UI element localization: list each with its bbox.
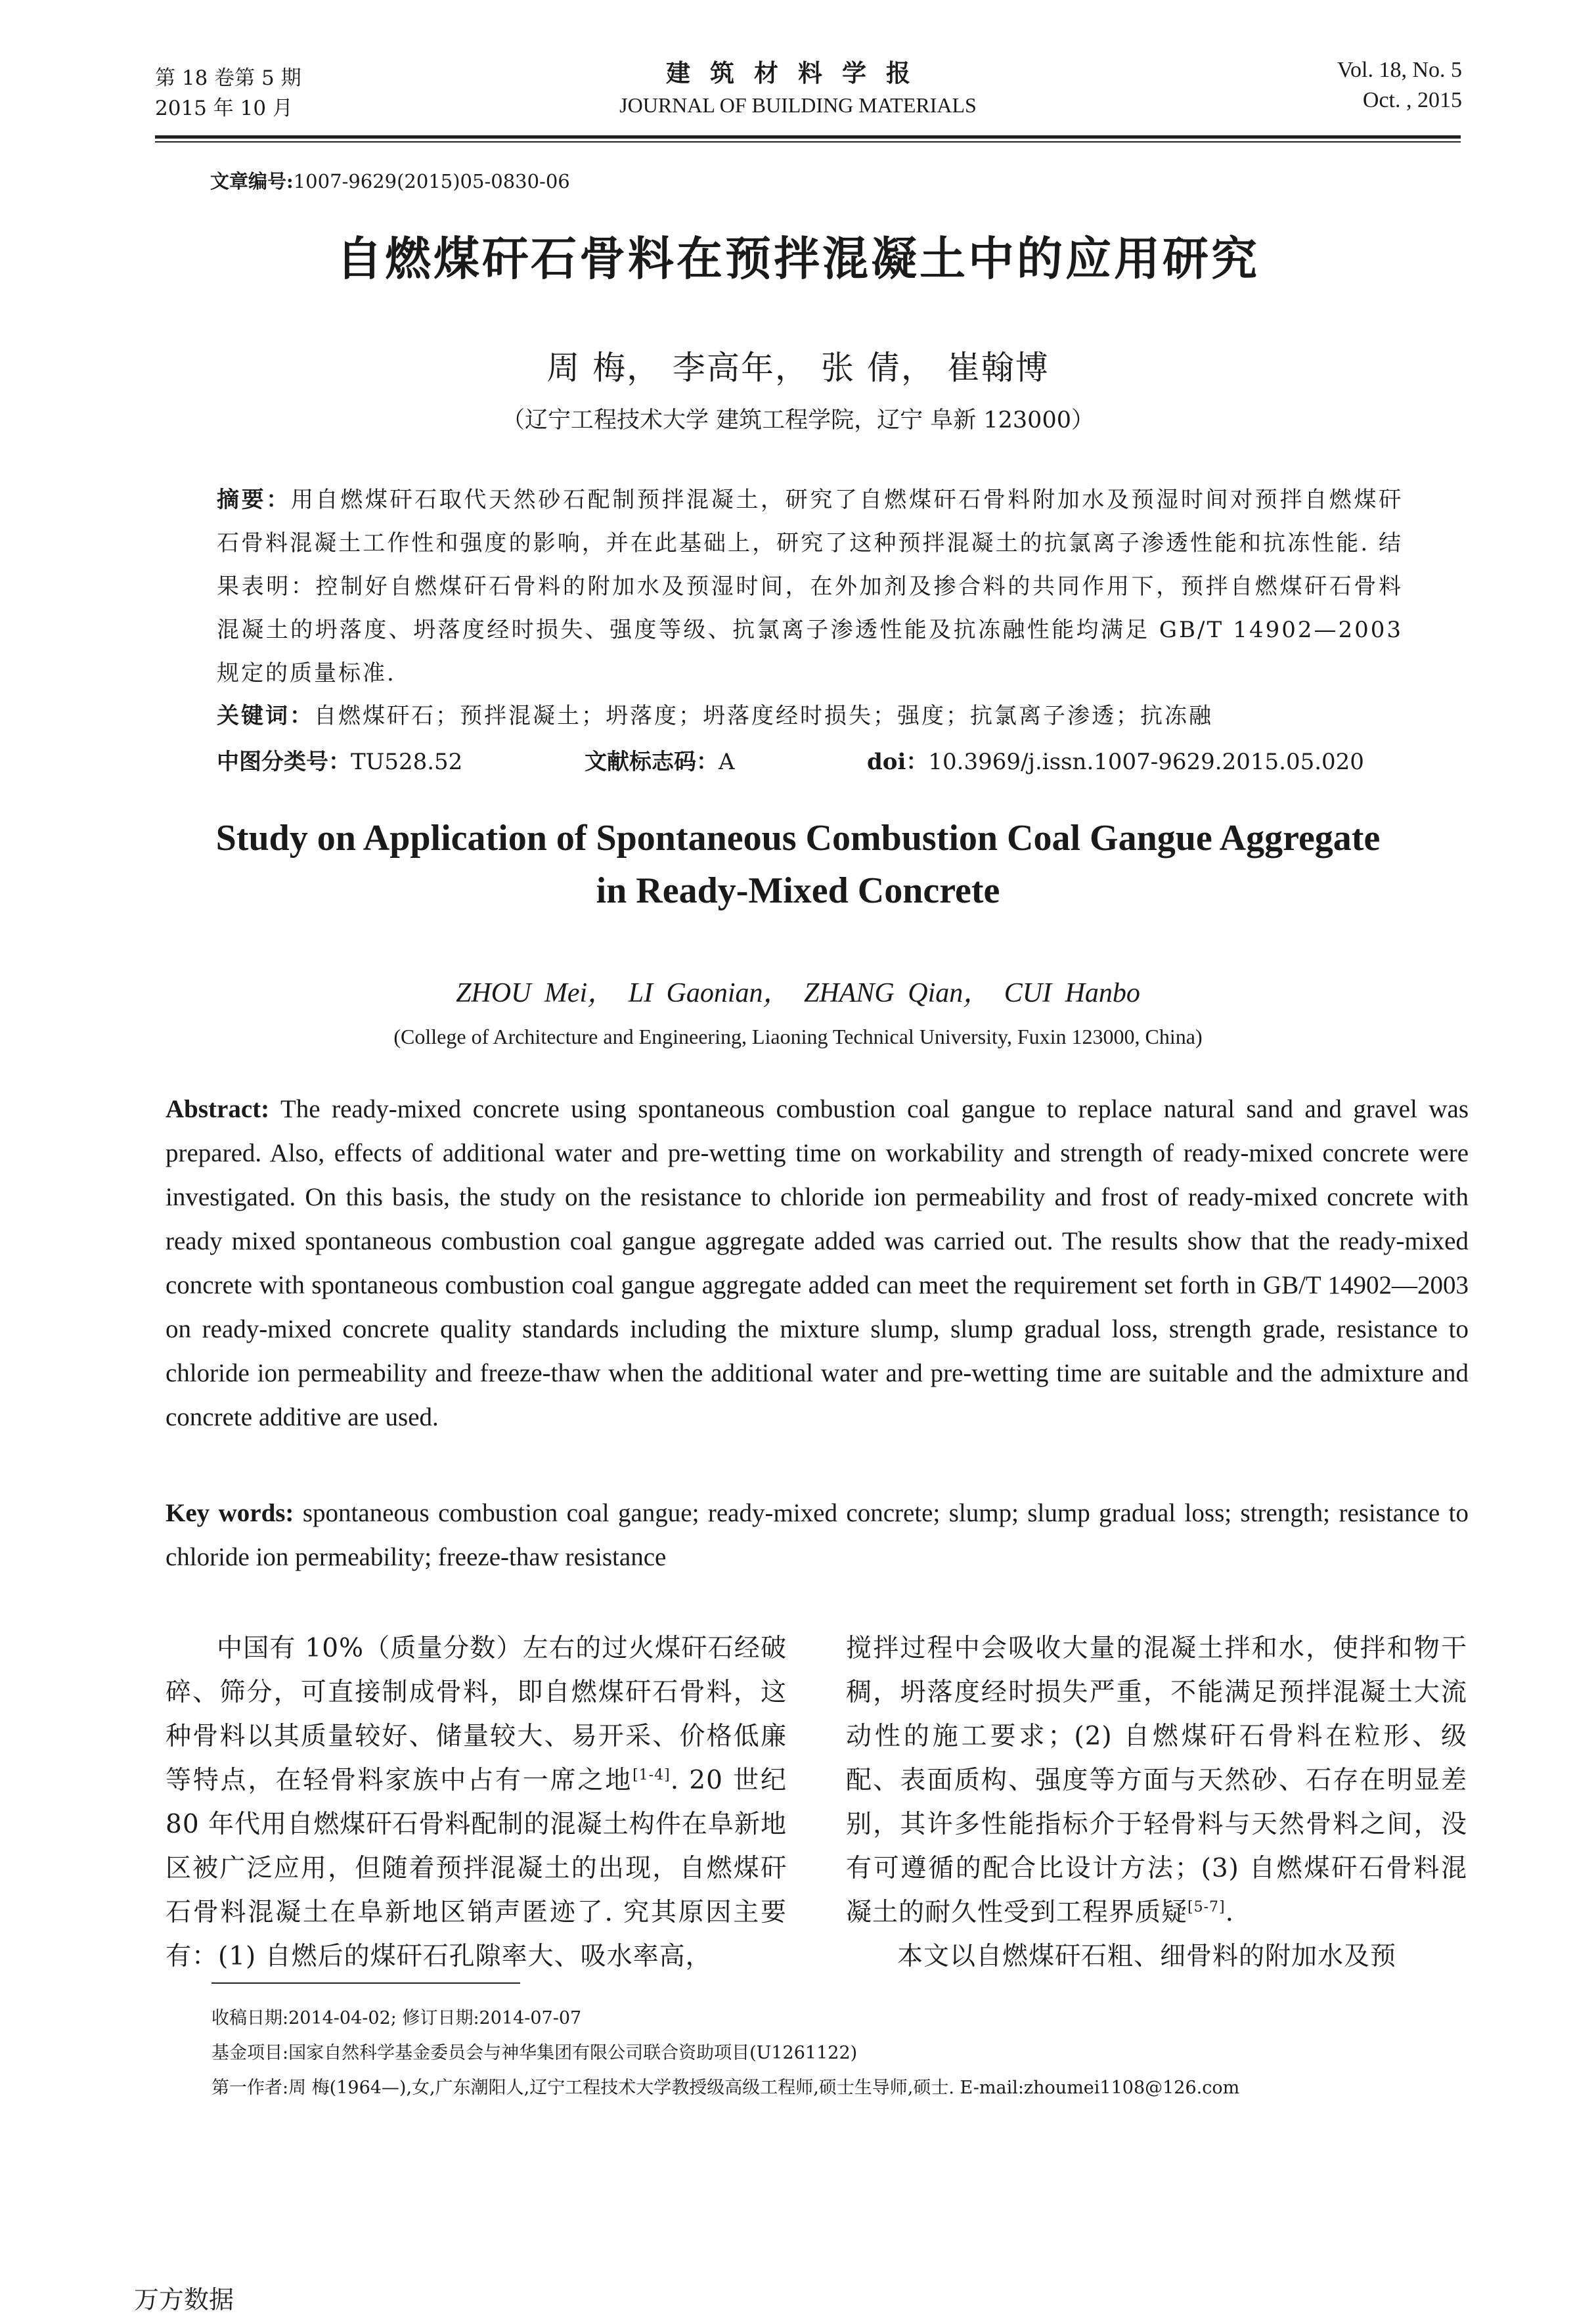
body-column-left xyxy=(166,1626,787,1978)
clc-value: TU528.52 xyxy=(351,749,463,775)
clc-label: 中图分类号： xyxy=(217,749,351,775)
article-number-value: 1007-9629(2015)05-0830-06 xyxy=(293,170,570,192)
footnote-funding: 基金项目:国家自然科学基金委员会与神华集团有限公司联合资助项目(U1261122) xyxy=(211,2043,858,2063)
body-text: . xyxy=(1225,1898,1235,1927)
keywords-en-text: spontaneous combustion coal gangue; ready-mixed concrete; slump; slump gradual loss; strength; resistance to chloride ion permeability; freeze-thaw resistance xyxy=(166,1499,1469,1571)
journal-name-en: JOURNAL OF BUILDING MATERIALS xyxy=(619,93,977,117)
journal-name-cn: 建筑材料学报 xyxy=(666,58,930,87)
paper-title-en-line1: Study on Application of Spontaneous Combustion Coal Gangue Aggregate xyxy=(215,818,1381,859)
footnote-rule xyxy=(211,1982,520,1984)
volume-info xyxy=(1337,55,1462,116)
citation: [1-4] xyxy=(632,1767,671,1783)
keywords-cn xyxy=(217,698,1403,730)
abstract-en-label: Abstract: xyxy=(166,1095,270,1123)
article-number-label: 文章编号: xyxy=(210,170,294,192)
watermark: 万方数据 xyxy=(134,2285,234,2314)
doi xyxy=(867,744,1364,776)
abstract-cn-label: 摘要： xyxy=(217,487,291,513)
keywords-en xyxy=(166,1491,1469,1579)
article-number xyxy=(210,167,570,194)
doi-value: 10.3969/j.issn.1007-9629.2015.05.020 xyxy=(928,749,1364,775)
body-text: 搅拌过程中会吸收大量的混凝土拌和水，使拌和物干稠，坍落度经时损失严重，不能满足预拌混凝土大流动性的施工要求；(2) 自燃煤矸石骨料在粒形、级配、表面质构、强度等方面与天然砂、石存在明显差别，其许多性能指标介于轻骨料与天然骨料之间，没有可遵循的配合比设计方法；(3) 自燃煤矸石骨料混凝土的耐久性受到工程界质疑 xyxy=(846,1634,1467,1927)
keywords-cn-label: 关键词： xyxy=(217,703,314,729)
affiliation-cn: （辽宁工程技术大学 建筑工程学院，辽宁 阜新 123000） xyxy=(502,407,1094,434)
keywords-en-label: Key words: xyxy=(166,1499,294,1527)
keywords-cn-text: 自燃煤矸石；预拌混凝土；坍落度；坍落度经时损失；强度；抗氯离子渗透；抗冻融 xyxy=(314,703,1213,729)
footnote-dates: 收稿日期:2014-04-02; 修订日期:2014-07-07 xyxy=(211,2008,582,2028)
body-paragraph xyxy=(846,1626,1467,1934)
volume-number: Vol. 18, No. 5 xyxy=(1337,58,1462,82)
abstract-cn-text: 用自燃煤矸石取代天然砂石配制预拌混凝土，研究了自燃煤矸石骨料附加水及预湿时间对预拌自燃煤矸石骨料混凝土工作性和强度的影响，并在此基础上，研究了这种预拌混凝土的抗氯离子渗透性能和抗冻性能. 结果表明：控制好自燃煤矸石骨料的附加水及预湿时间，在外加剂及掺合料的共同作用下，预拌自燃煤矸石骨料混凝土的坍落度、坍落度经时损失、强度等级、抗氯离子渗透性能及抗冻融性能均满足 GB/T 14902—2003 规定的质量标准. xyxy=(217,487,1404,686)
authors-en: ZHOU Mei， LI Gaonian， ZHANG Qian， CUI Hanbo xyxy=(456,978,1140,1008)
document-code xyxy=(585,744,735,776)
body-text: 中国有 10%（质量分数）左右的过火煤矸石经破碎、筛分，可直接制成骨料，即自燃煤矸石骨料，这种骨料以其质量较好、储量较大、易开采、价格低廉等特点，在轻骨料家族中占有一席之地 xyxy=(166,1634,787,1795)
paper-title-en xyxy=(0,812,1596,917)
abstract-en-text: The ready-mixed concrete using spontaneous combustion coal gangue to replace natural sand and gravel was prepared. Also, effects of additional water and pre-wetting time on workability and strength of ready-mixed concrete were investigated. On this basis, the study on the resistance to chloride ion permeability and frost of ready-mixed concrete with ready mixed spontaneous combustion coal gangue aggregate added was carried out. The results show that the ready-mixed concrete with spontaneous combustion coal gangue aggregate added can meet the requirement set forth in GB/T 14902—2003 on ready-mixed concrete quality standards including the mixture slump, slump gradual loss, strength grade, resistance to chloride ion permeability and freeze-thaw when the additional water and pre-wetting time are suitable and the admixture and concrete additive are used. xyxy=(166,1095,1469,1431)
issue-date: 2015 年 10 月 xyxy=(155,97,293,120)
document-code-value: A xyxy=(719,749,735,775)
abstract-en xyxy=(166,1087,1469,1439)
body-column-right xyxy=(846,1626,1467,1978)
citation: [5-7] xyxy=(1187,1899,1226,1915)
header-rule-thin xyxy=(155,141,1461,143)
clc-code xyxy=(217,744,462,776)
footnote-first-author: 第一作者:周 梅(1964—),女,广东潮阳人,辽宁工程技术大学教授级高级工程师,硕士生导师,硕士. E-mail:zhoumei1108@126.com xyxy=(211,2078,1240,2098)
doi-label: doi： xyxy=(867,749,929,775)
affiliation-en: (College of Architecture and Engineering, Liaoning Technical University, Fuxin 123000, China) xyxy=(393,1025,1203,1048)
volume-date: Oct. , 2015 xyxy=(1362,88,1462,112)
authors-cn: 周 梅， 李高年， 张 倩， 崔翰博 xyxy=(546,349,1050,387)
body-paragraph: 本文以自燃煤矸石粗、细骨料的附加水及预 xyxy=(897,1942,1397,1971)
body-paragraph xyxy=(166,1626,787,1978)
paper-title-en-line2: in Ready-Mixed Concrete xyxy=(596,870,1000,911)
document-code-label: 文献标志码： xyxy=(585,749,719,775)
header-rule-thick xyxy=(155,135,1461,139)
abstract-cn xyxy=(217,478,1403,695)
body-text: . 20 世纪 80 年代用自燃煤矸石骨料配制的混凝土构件在阜新地区被广泛应用，但随着预拌混凝土的出现，自燃煤矸石骨料混凝土在阜新地区销声匿迹了. 究其原因主要有：(1) 自燃后的煤矸石孔隙率大、吸水率高， xyxy=(166,1766,787,1971)
paper-title-cn: 自燃煤矸石骨料在预拌混凝土中的应用研究 xyxy=(336,231,1260,286)
issue-volume: 第 18 卷第 5 期 xyxy=(155,66,301,90)
